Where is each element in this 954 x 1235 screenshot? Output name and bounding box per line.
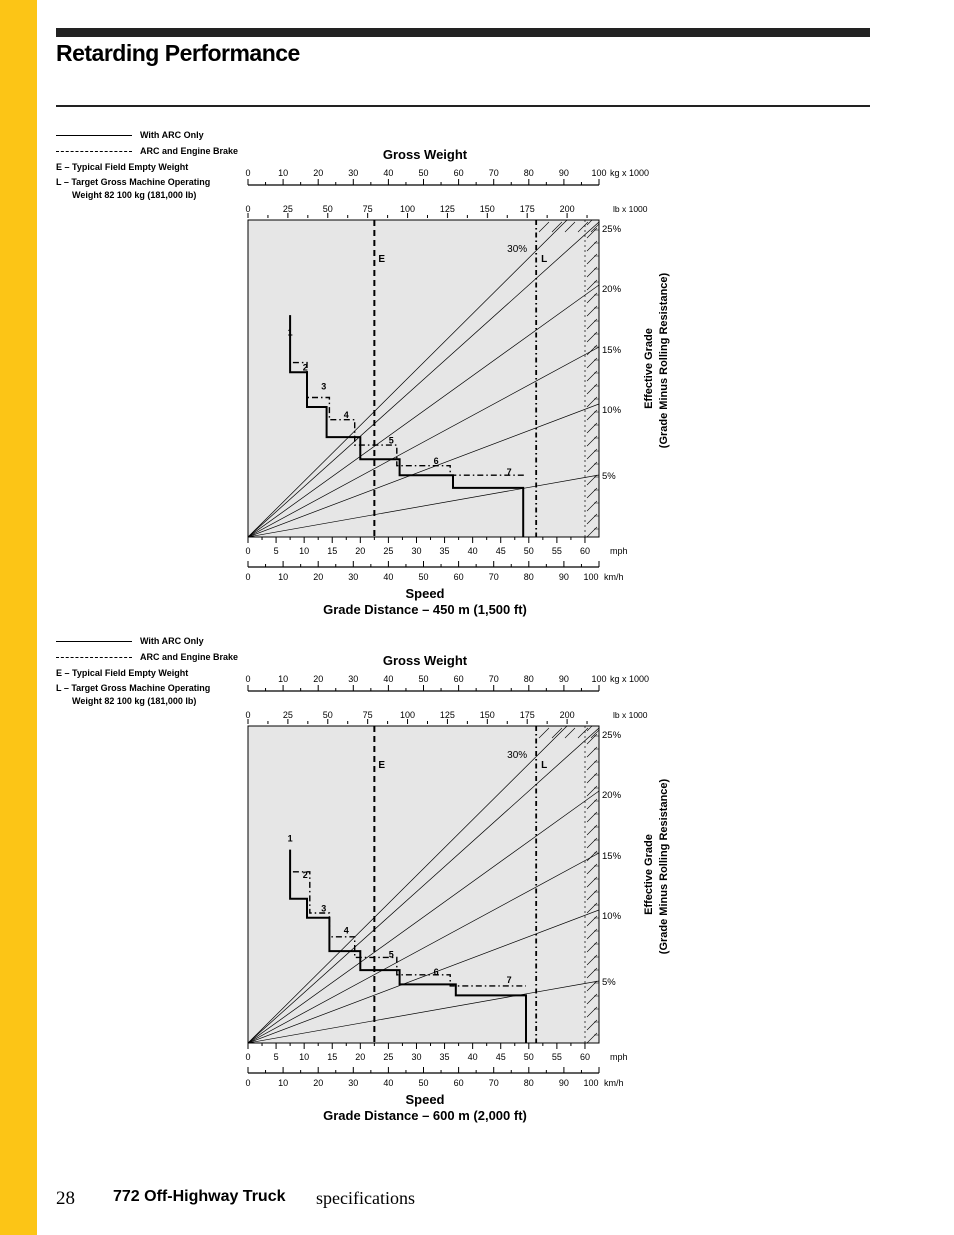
lb-axis-unit: lb x 1000 (613, 204, 648, 214)
lb-tick-label: 0 (245, 710, 251, 720)
kg-tick-label: 20 (313, 168, 324, 178)
kg-tick-label: 40 (383, 674, 394, 684)
kg-tick-label: 90 (558, 674, 569, 684)
gear-label-6: 6 (433, 966, 439, 977)
kg-tick-label: 80 (523, 674, 534, 684)
mph-tick-label: 55 (551, 1052, 562, 1062)
grade-tick-label: 5% (602, 977, 616, 988)
mph-tick-label: 15 (327, 1052, 338, 1062)
gear-label-4: 4 (343, 925, 349, 936)
gear-label-3: 3 (321, 903, 327, 914)
legend-solid-line (56, 641, 132, 642)
accent-sidebar (0, 0, 37, 1235)
y-axis-label: Effective Grade (643, 328, 655, 409)
grade-line-30-label: 30% (507, 244, 528, 255)
kg-tick-label: 30 (348, 674, 359, 684)
legend-e-note: E – Typical Field Empty Weight (56, 162, 189, 172)
mph-tick-label: 55 (551, 546, 562, 556)
x-axis-label: Speed (405, 586, 445, 601)
chart-svg (40, 634, 900, 1134)
mph-axis-unit: mph (610, 1052, 628, 1062)
mph-tick-label: 30 (411, 1052, 422, 1062)
lb-tick-label: 175 (519, 204, 535, 214)
kg-tick-label: 90 (558, 168, 569, 178)
mph-tick-label: 10 (299, 1052, 310, 1062)
kmh-tick-label: 40 (383, 1078, 394, 1088)
kmh-tick-label: 10 (278, 1078, 289, 1088)
kmh-tick-label: 50 (418, 572, 429, 582)
mph-tick-label: 35 (439, 1052, 450, 1062)
mph-tick-label: 35 (439, 546, 450, 556)
kg-tick-label: 100 (591, 168, 607, 178)
mph-tick-label: 5 (273, 546, 279, 556)
chart-svg (40, 128, 900, 628)
legend-l-note: L – Target Gross Machine Operating (56, 683, 211, 693)
kmh-tick-label: 50 (418, 1078, 429, 1088)
kmh-tick-label: 60 (453, 1078, 464, 1088)
grade-tick-label: 10% (602, 911, 622, 922)
footer-suffix: specifications (316, 1188, 415, 1208)
legend-solid-line (56, 135, 132, 136)
gear-label-2: 2 (302, 362, 308, 373)
kmh-tick-label: 20 (313, 1078, 324, 1088)
lb-tick-label: 75 (362, 204, 373, 214)
kg-axis-unit: kg x 1000 (610, 168, 650, 178)
lb-axis-unit: lb x 1000 (613, 710, 648, 720)
legend-dashdot-line (56, 657, 132, 658)
kg-tick-label: 60 (453, 168, 464, 178)
grade-tick-label: 20% (602, 790, 622, 801)
mph-tick-label: 15 (327, 546, 338, 556)
kmh-tick-label: 0 (245, 1078, 251, 1088)
lb-tick-label: 125 (439, 204, 455, 214)
lb-tick-label: 0 (245, 204, 251, 214)
gear-label-1: 1 (287, 833, 293, 844)
gear-label-3: 3 (321, 381, 327, 392)
legend-l-note-weight: Weight 82 100 kg (181,000 lb) (72, 190, 197, 200)
kg-tick-label: 80 (523, 168, 534, 178)
gear-label-2: 2 (302, 870, 308, 881)
chart-title: Gross Weight (382, 653, 468, 668)
top-rule (56, 28, 870, 37)
lb-tick-label: 150 (479, 710, 495, 720)
kg-tick-label: 70 (488, 168, 499, 178)
empty-weight-label: E (378, 254, 386, 265)
page-number: 28 (56, 1188, 75, 1209)
chart-subtitle: Grade Distance – 450 m (1,500 ft) (323, 602, 527, 617)
kg-tick-label: 40 (383, 168, 394, 178)
grade-tick-label: 25% (602, 730, 622, 741)
mph-tick-label: 10 (299, 546, 310, 556)
gear-label-5: 5 (388, 949, 394, 960)
mph-tick-label: 30 (411, 546, 422, 556)
kg-tick-label: 10 (278, 674, 289, 684)
target-weight-label: L (541, 254, 548, 265)
chart-subtitle: Grade Distance – 600 m (2,000 ft) (323, 1108, 527, 1123)
legend-label: With ARC Only (140, 636, 204, 646)
legend-label: ARC and Engine Brake (140, 652, 239, 662)
mph-axis-ticks (248, 537, 585, 543)
legend-label: With ARC Only (140, 130, 204, 140)
lb-tick-label: 200 (559, 710, 575, 720)
retarding-chart-600m (40, 634, 900, 1134)
lb-tick-label: 150 (479, 204, 495, 214)
kmh-tick-label: 70 (488, 572, 499, 582)
grade-tick-label: 25% (602, 224, 622, 235)
lb-tick-label: 50 (322, 710, 333, 720)
grade-tick-label: 20% (602, 284, 622, 295)
mph-tick-label: 50 (523, 546, 534, 556)
grade-tick-label: 15% (602, 345, 622, 356)
y-axis-label-detail: (Grade Minus Rolling Resistance) (658, 272, 670, 449)
mph-tick-label: 5 (273, 1052, 279, 1062)
mph-tick-label: 0 (245, 546, 251, 556)
gear-label-1: 1 (287, 327, 293, 338)
kmh-tick-label: 0 (245, 572, 251, 582)
kg-tick-label: 10 (278, 168, 289, 178)
mph-tick-label: 20 (355, 546, 366, 556)
y-axis-label-detail: (Grade Minus Rolling Resistance) (658, 778, 670, 955)
mph-tick-label: 45 (495, 546, 506, 556)
lb-tick-label: 75 (362, 710, 373, 720)
kmh-axis-unit: km/h (604, 572, 624, 582)
lb-axis-ticks (248, 719, 587, 724)
kg-tick-label: 20 (313, 674, 324, 684)
mph-axis-unit: mph (610, 546, 628, 556)
kmh-tick-label: 10 (278, 572, 289, 582)
mph-tick-label: 60 (579, 1052, 590, 1062)
grade-tick-label: 15% (602, 851, 622, 862)
x-axis-label: Speed (405, 1092, 445, 1107)
gear-label-6: 6 (433, 456, 439, 467)
lb-axis-ticks (248, 213, 587, 218)
lb-tick-label: 100 (400, 710, 416, 720)
gear-label-5: 5 (388, 435, 394, 446)
lb-tick-label: 125 (439, 710, 455, 720)
y-axis-label: Effective Grade (643, 834, 655, 915)
legend-l-note: L – Target Gross Machine Operating (56, 177, 211, 187)
kg-tick-label: 0 (245, 168, 251, 178)
kmh-tick-label: 80 (523, 572, 534, 582)
kmh-tick-label: 90 (558, 1078, 569, 1088)
legend-dashdot-line (56, 151, 132, 152)
lb-tick-label: 25 (282, 204, 293, 214)
kg-axis-ticks (248, 179, 599, 185)
kmh-tick-label: 40 (383, 572, 394, 582)
grade-tick-label: 10% (602, 405, 622, 416)
grade-line-30-label: 30% (507, 750, 528, 761)
kmh-tick-label: 20 (313, 572, 324, 582)
kmh-tick-label: 100 (583, 572, 599, 582)
kg-tick-label: 100 (591, 674, 607, 684)
lb-tick-label: 50 (322, 204, 333, 214)
mph-tick-label: 20 (355, 1052, 366, 1062)
mph-tick-label: 0 (245, 1052, 251, 1062)
lb-tick-label: 100 (400, 204, 416, 214)
kmh-tick-label: 70 (488, 1078, 499, 1088)
gear-label-4: 4 (343, 410, 349, 421)
mph-axis-ticks (248, 1043, 585, 1049)
target-weight-label: L (541, 760, 548, 771)
legend-label: ARC and Engine Brake (140, 146, 239, 156)
kg-axis-unit: kg x 1000 (610, 674, 650, 684)
kmh-tick-label: 80 (523, 1078, 534, 1088)
empty-weight-label: E (378, 760, 386, 771)
mph-tick-label: 60 (579, 546, 590, 556)
gear-label-7: 7 (506, 467, 512, 478)
chart-title: Gross Weight (382, 147, 468, 162)
kmh-tick-label: 60 (453, 572, 464, 582)
mph-tick-label: 25 (383, 546, 394, 556)
kmh-axis-ticks (248, 561, 599, 567)
lb-tick-label: 200 (559, 204, 575, 214)
grade-tick-label: 5% (602, 471, 616, 482)
kmh-axis-ticks (248, 1067, 599, 1073)
legend-l-note-weight: Weight 82 100 kg (181,000 lb) (72, 696, 197, 706)
gear-label-7: 7 (506, 974, 512, 985)
mph-tick-label: 40 (467, 546, 478, 556)
kg-tick-label: 30 (348, 168, 359, 178)
retarding-chart-450m (40, 128, 900, 628)
kg-tick-label: 70 (488, 674, 499, 684)
page-title: Retarding Performance (56, 40, 300, 66)
legend-e-note: E – Typical Field Empty Weight (56, 668, 189, 678)
kmh-tick-label: 30 (348, 1078, 359, 1088)
kmh-tick-label: 100 (583, 1078, 599, 1088)
kmh-tick-label: 90 (558, 572, 569, 582)
mph-tick-label: 25 (383, 1052, 394, 1062)
lb-tick-label: 25 (282, 710, 293, 720)
mph-tick-label: 50 (523, 1052, 534, 1062)
kg-tick-label: 50 (418, 674, 429, 684)
kg-tick-label: 50 (418, 168, 429, 178)
lb-tick-label: 175 (519, 710, 535, 720)
kg-tick-label: 0 (245, 674, 251, 684)
kmh-axis-unit: km/h (604, 1078, 624, 1088)
mph-tick-label: 40 (467, 1052, 478, 1062)
footer-product-name: 772 Off-Highway Truck (113, 1188, 286, 1205)
mph-tick-label: 45 (495, 1052, 506, 1062)
kmh-tick-label: 30 (348, 572, 359, 582)
title-rule (56, 105, 870, 107)
kg-axis-ticks (248, 685, 599, 691)
kg-tick-label: 60 (453, 674, 464, 684)
